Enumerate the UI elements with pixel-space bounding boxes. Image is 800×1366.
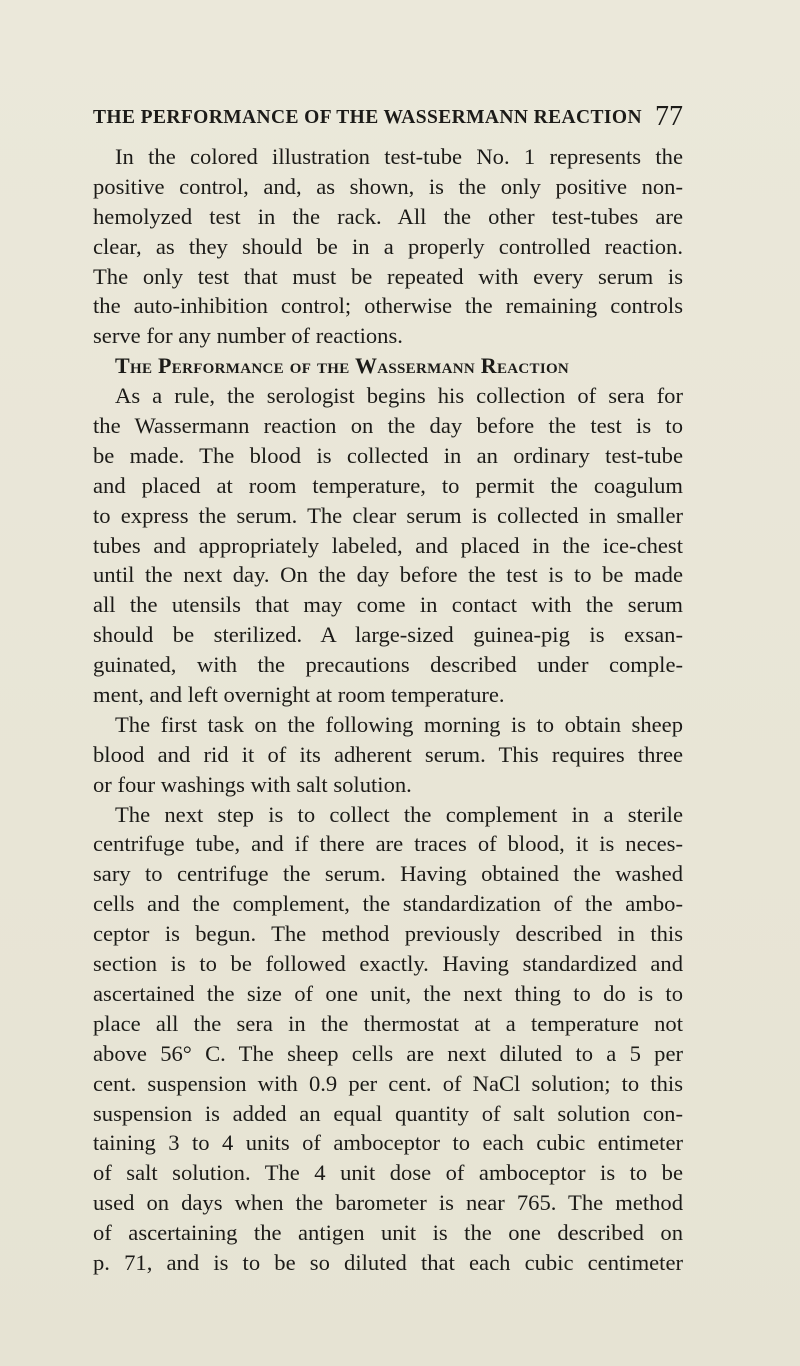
body-text bbox=[93, 142, 683, 1278]
text-line: suspension is added an equal quantity of salt solution con- bbox=[93, 1100, 683, 1126]
text-line: The only test that must be repeated with every serum is bbox=[93, 263, 683, 289]
text-line: the auto-inhibition control; otherwise the remaining controls bbox=[93, 293, 683, 319]
text-line: and placed at room temperature, to permit the coagulum bbox=[93, 472, 683, 498]
page-number: 77 bbox=[655, 101, 683, 132]
paragraph-3 bbox=[93, 710, 683, 800]
text-line: serve for any number of reactions. bbox=[93, 323, 403, 349]
text-line: section is to be followed exactly. Having standardized and bbox=[93, 951, 683, 977]
text-line: the Wassermann reaction on the day before the test is to bbox=[93, 413, 683, 439]
text-line: The next step is to collect the complement in a sterile bbox=[115, 801, 683, 827]
text-line: p. 71, and is to be so diluted that each cubic centimeter bbox=[93, 1249, 683, 1275]
text-line: The first task on the following morning is to obtain sheep bbox=[115, 711, 683, 737]
text-line: clear, as they should be in a properly controlled reaction. bbox=[93, 233, 683, 259]
text-line: taining 3 to 4 units of amboceptor to each cubic entimeter bbox=[93, 1130, 683, 1156]
text-line: positive control, and, as shown, is the only positive non- bbox=[93, 173, 683, 199]
text-line: In the colored illustration test-tube No. 1 represents the bbox=[115, 144, 683, 169]
text-line: to express the serum. The clear serum is collected in smaller bbox=[93, 502, 683, 528]
text-line: ascertained the size of one unit, the next thing to do is to bbox=[93, 980, 683, 1006]
text-line: guinated, with the precautions described under comple- bbox=[93, 652, 683, 678]
text-line: be made. The blood is collected in an ordinary test-tube bbox=[93, 442, 683, 468]
text-line: of ascertaining the antigen unit is the one described on bbox=[93, 1220, 683, 1246]
text-line: all the utensils that may come in contact with the serum bbox=[93, 592, 683, 618]
text-line: tubes and appropriately labeled, and placed in the ice-chest bbox=[93, 532, 683, 558]
text-line: place all the sera in the thermostat at a temperature not bbox=[93, 1010, 683, 1036]
text-line: of salt solution. The 4 unit dose of amboceptor is to be bbox=[93, 1160, 683, 1186]
text-line: centrifuge tube, and if there are traces of blood, it is neces- bbox=[93, 831, 683, 857]
text-line: cells and the complement, the standardization of the ambo- bbox=[93, 891, 683, 917]
paragraph-1 bbox=[93, 142, 683, 351]
text-line: above 56° C. The sheep cells are next diluted to a 5 per bbox=[93, 1040, 683, 1066]
section-heading: The Performance of the Wassermann Reaction bbox=[115, 353, 570, 379]
text-line: cent. suspension with 0.9 per cent. of NaCl solution; to this bbox=[93, 1070, 683, 1096]
text-line: sary to centrifuge the serum. Having obtained the washed bbox=[93, 861, 683, 887]
text-line: blood and rid it of its adherent serum. This requires three bbox=[93, 741, 683, 767]
text-line: As a rule, the serologist begins his collection of sera for bbox=[115, 383, 683, 409]
text-line: hemolyzed test in the rack. All the other test-tubes are bbox=[93, 203, 683, 229]
running-head bbox=[93, 101, 693, 133]
paragraph-4 bbox=[93, 800, 683, 1278]
text-line: should be sterilized. A large-sized guinea-pig is exsan- bbox=[93, 622, 683, 648]
text-line: or four washings with salt solution. bbox=[93, 771, 412, 797]
text-line: ment, and left overnight at room temperature. bbox=[93, 682, 505, 708]
text-line: used on days when the barometer is near 765. The method bbox=[93, 1190, 683, 1216]
running-title: THE PERFORMANCE OF THE WASSERMANN REACTION bbox=[93, 107, 642, 128]
text-line: ceptor is begun. The method previously described in this bbox=[93, 921, 683, 947]
paragraph-2 bbox=[93, 381, 683, 710]
text-line: until the next day. On the day before the test is to be made bbox=[93, 562, 683, 588]
